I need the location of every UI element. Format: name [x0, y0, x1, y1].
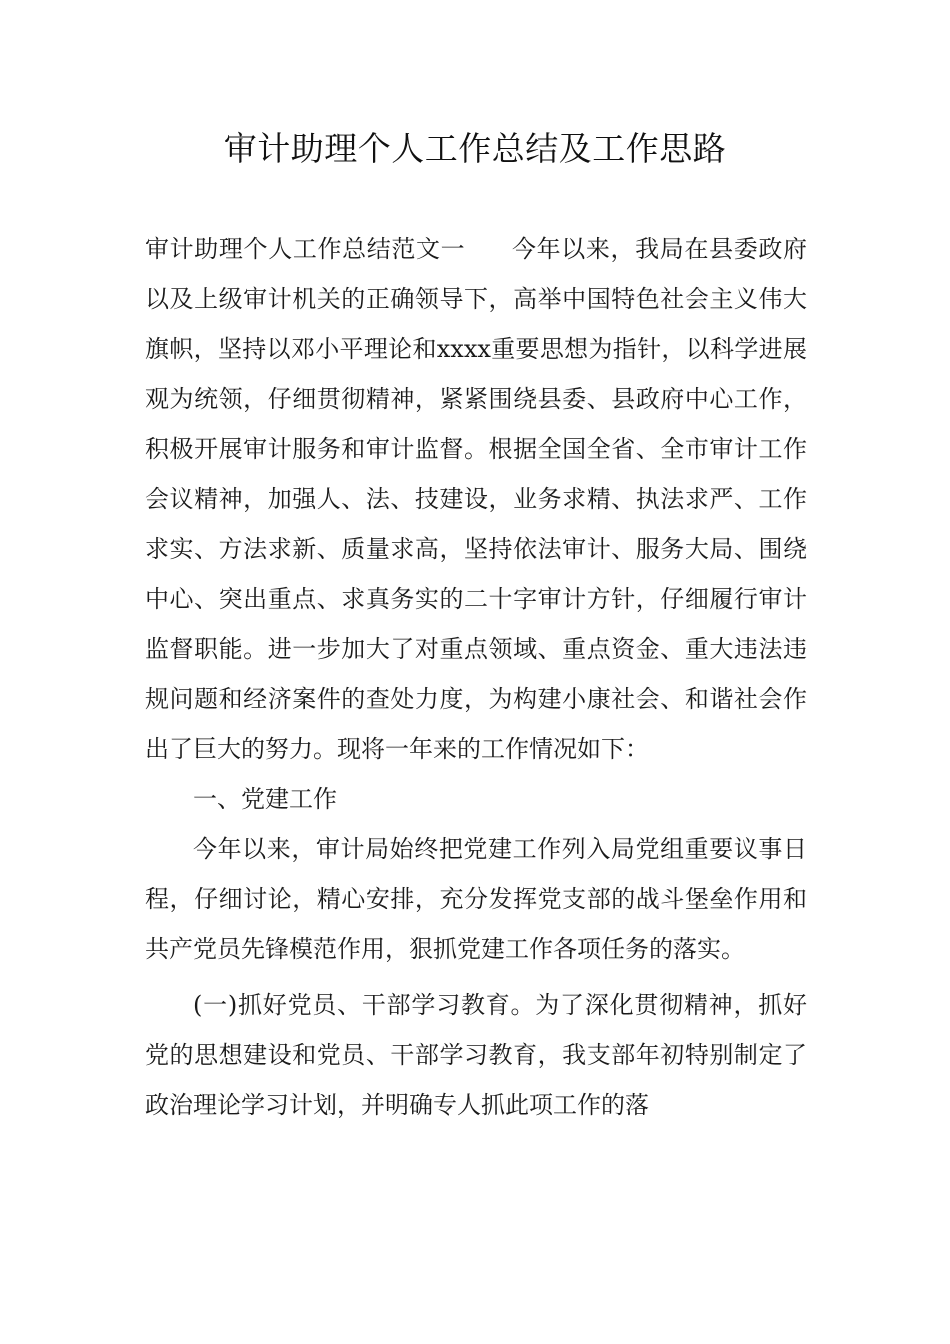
intro-label: 审计助理个人工作总结范文一: [145, 235, 466, 263]
document-body: [145, 224, 807, 1130]
subsection-paragraph: (一)抓好党员、干部学习教育。为了深化贯彻精神，抓好党的思想建设和党员、干部学习教育，我支部年初特别制定了政治理论学习计划，并明确专人抓此项工作的落: [145, 991, 807, 1119]
section-paragraph: 今年以来，审计局始终把党建工作列入局党组重要议事日程，仔细讨论，精心安排，充分发挥党支部的战斗堡垒作用和共产党员先锋模范作用，狠抓党建工作各项任务的落实。: [145, 835, 807, 963]
intro-paragraph: [145, 224, 807, 774]
document-title: 审计助理个人工作总结及工作思路: [223, 129, 727, 168]
section-heading: 一、党建工作: [193, 785, 337, 813]
intro-text: 今年以来，我局在县委政府以及上级审计机关的正确领导下，高举中国特色社会主义伟大旗帜，坚持以邓小平理论和xxxx重要思想为指针，以科学进展观为统领，仔细贯彻精神，紧紧围绕县委、县政府中心工作，积极开展审计服务和审计监督。根据全国全省、全市审计工作会议精神，加强人、法、技建设，业务求精、执法求严、工作求实、方法求新、质量求高，坚持依法审计、服务大局、围绕中心、突出重点、求真务实的二十字审计方针，仔细履行审计监督职能。进一步加大了对重点领域、重点资金、重大违法违规问题和经济案件的查处力度，为构建小康社会、和谐社会作出了巨大的努力。现将一年来的工作情况如下：: [145, 235, 808, 763]
